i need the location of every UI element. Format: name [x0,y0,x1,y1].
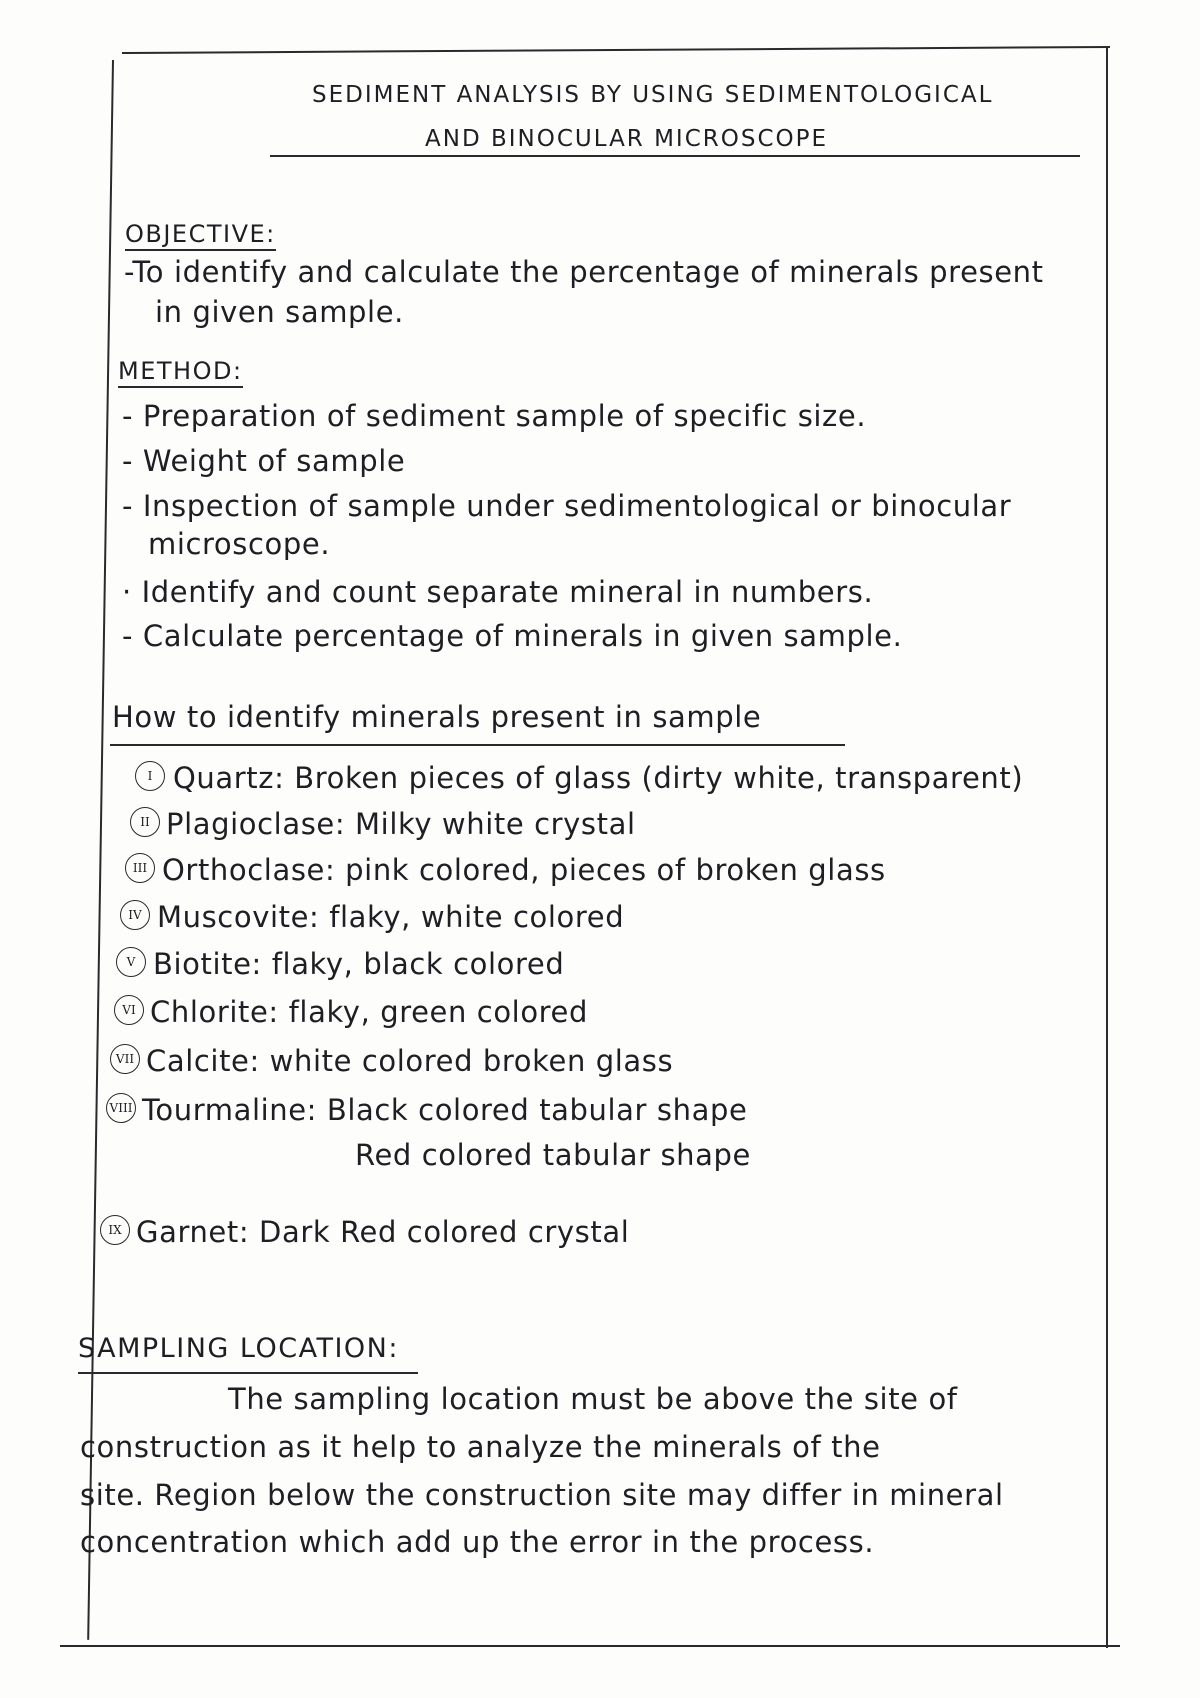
mineral-quartz: Quartz: Broken pieces of glass (dirty white, transparent) [173,761,1024,795]
method-line-5: · Identify and count separate mineral in numbers. [122,575,874,609]
title-line-1: SEDIMENT ANALYSIS BY USING SEDIMENTOLOGICAL [312,82,994,108]
mineral-orthoclase: Orthoclase: pink colored, pieces of broken glass [162,853,886,887]
page-border-bottom [60,1645,1120,1647]
mineral-plagioclase: Plagioclase: Milky white crystal [166,807,636,841]
sampling-line-2: construction as it help to analyze the minerals of the [80,1430,881,1464]
mineral-chlorite: Chlorite: flaky, green colored [150,995,589,1029]
mineral-tourmaline: Tourmaline: Black colored tabular shape [142,1093,748,1127]
title-line-2: AND BINOCULAR MICROSCOPE [425,126,829,152]
item-number-3: III [125,853,155,883]
mineral-garnet: Garnet: Dark Red colored crystal [136,1215,630,1249]
objective-heading: OBJECTIVE: [125,222,276,251]
sampling-heading: SAMPLING LOCATION: [78,1333,399,1364]
item-number-7: VII [110,1044,140,1074]
method-heading: METHOD: [118,359,243,388]
method-line-6: - Calculate percentage of minerals in given sample. [122,619,903,653]
mineral-muscovite: Muscovite: flaky, white colored [157,900,625,934]
item-number-8: VIII [106,1093,136,1123]
objective-line-1: -To identify and calculate the percentage of minerals present [124,255,1044,289]
item-number-1: I [135,761,165,791]
item-number-2: II [130,807,160,837]
objective-line-2: in given sample. [155,295,404,329]
item-number-4: IV [120,900,150,930]
sampling-underline [78,1372,418,1374]
identify-heading: How to identify minerals present in sample [112,700,762,734]
item-number-9: IX [100,1215,130,1245]
method-line-4: microscope. [148,527,331,561]
sampling-line-3: site. Region below the construction site may differ in mineral [80,1478,1004,1512]
item-number-6: VI [114,995,144,1025]
method-line-2: - Weight of sample [122,444,406,478]
item-number-5: V [116,947,146,977]
sampling-line-1: The sampling location must be above the site of [228,1382,958,1416]
page-border-left [87,60,114,1640]
title-underline [270,155,1080,157]
mineral-tourmaline-alt: Red colored tabular shape [355,1138,751,1172]
page-border-top [122,46,1110,54]
method-line-3: - Inspection of sample under sedimentological or binocular [122,489,1012,523]
sampling-line-4: concentration which add up the error in the process. [80,1525,875,1559]
mineral-biotite: Biotite: flaky, black colored [153,947,565,981]
page-border-right [1106,48,1108,1648]
method-line-1: - Preparation of sediment sample of specific size. [122,399,867,433]
identify-underline [110,744,845,746]
mineral-calcite: Calcite: white colored broken glass [146,1044,674,1078]
